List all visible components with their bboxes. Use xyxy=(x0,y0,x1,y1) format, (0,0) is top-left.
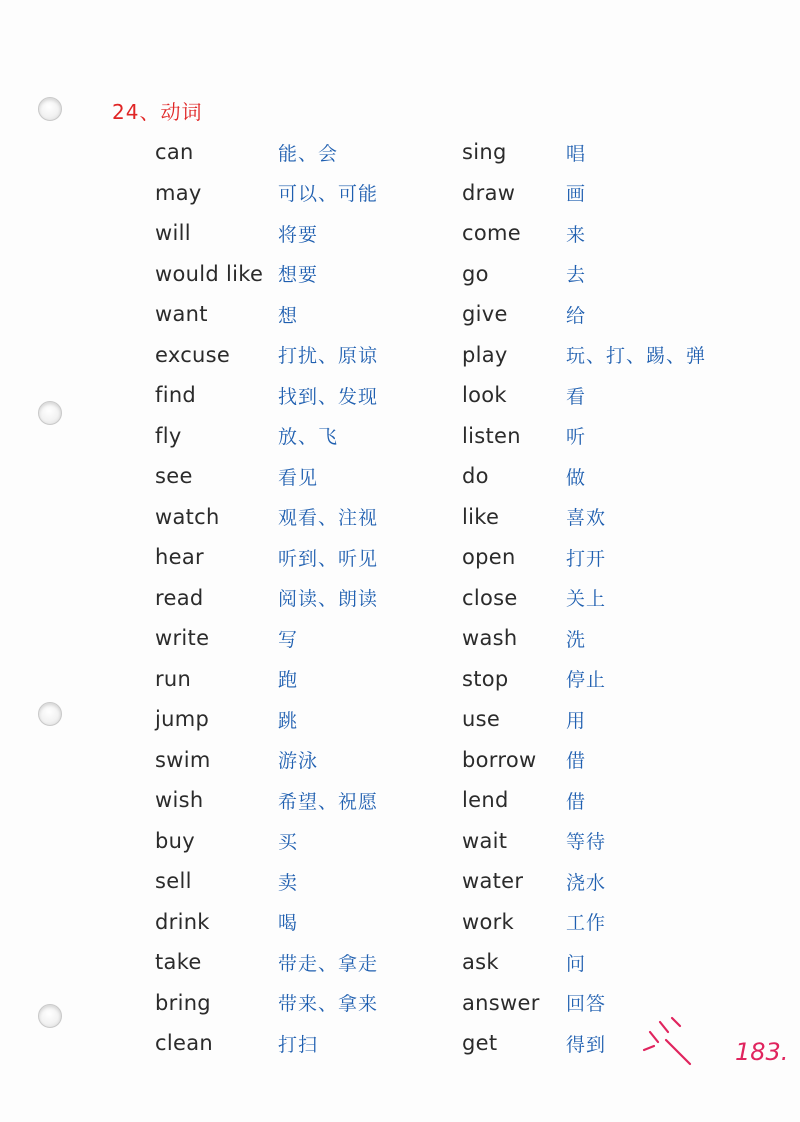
english-word: will xyxy=(155,221,191,246)
vocab-row xyxy=(462,699,706,740)
chinese-meaning: 阅读、朗读 xyxy=(278,588,379,611)
binder-hole-icon xyxy=(38,1004,62,1028)
chinese-meaning: 跳 xyxy=(278,709,299,732)
chinese-meaning: 带走、拿走 xyxy=(278,952,379,975)
chinese-meaning: 想要 xyxy=(278,264,319,287)
chinese-meaning: 听 xyxy=(566,426,587,449)
vocab-row xyxy=(462,740,706,781)
chinese-meaning: 做 xyxy=(566,466,587,489)
english-word: clean xyxy=(155,1031,213,1056)
english-word: get xyxy=(462,1031,498,1056)
vocab-row xyxy=(155,942,378,983)
chinese-meaning: 买 xyxy=(278,831,299,854)
vocab-row xyxy=(462,213,706,254)
chinese-meaning: 喜欢 xyxy=(566,507,607,530)
english-word: ask xyxy=(462,950,499,975)
english-word: hear xyxy=(155,545,204,570)
chinese-meaning: 打扫 xyxy=(278,1033,319,1056)
chinese-meaning: 看见 xyxy=(278,466,319,489)
chinese-meaning: 找到、发现 xyxy=(278,385,379,408)
chinese-meaning: 跑 xyxy=(278,669,299,692)
english-word: wish xyxy=(155,788,204,813)
english-word: excuse xyxy=(155,342,231,367)
chinese-meaning: 洗 xyxy=(566,628,587,651)
vocab-row xyxy=(155,699,378,740)
binder-hole-icon xyxy=(38,702,62,726)
english-word: wait xyxy=(462,828,508,853)
chinese-meaning: 喝 xyxy=(278,912,299,935)
english-word: play xyxy=(462,342,508,367)
english-word: find xyxy=(155,383,197,408)
chinese-meaning: 放、飞 xyxy=(278,426,339,449)
english-word: water xyxy=(462,869,524,894)
chinese-meaning: 卖 xyxy=(278,871,299,894)
vocab-row xyxy=(155,821,378,862)
chinese-meaning: 写 xyxy=(278,628,299,651)
english-word: borrow xyxy=(462,747,537,772)
english-word: close xyxy=(462,585,518,610)
chinese-meaning: 画 xyxy=(566,183,587,206)
chinese-meaning: 来 xyxy=(566,223,587,246)
chinese-meaning: 打开 xyxy=(566,547,607,570)
chinese-meaning: 听到、听见 xyxy=(278,547,379,570)
chinese-meaning: 等待 xyxy=(566,831,607,854)
vocab-row xyxy=(462,902,706,943)
chinese-meaning: 得到 xyxy=(566,1033,607,1056)
english-word: like xyxy=(462,504,500,529)
vocab-row xyxy=(155,861,378,902)
chinese-meaning: 带来、拿来 xyxy=(278,993,379,1016)
english-word: look xyxy=(462,383,507,408)
chinese-meaning: 游泳 xyxy=(278,750,319,773)
vocab-row xyxy=(155,132,378,173)
english-word: listen xyxy=(462,423,521,448)
vocab-row xyxy=(462,821,706,862)
vocab-row xyxy=(155,780,378,821)
vocab-row xyxy=(155,294,378,335)
english-word: do xyxy=(462,464,489,489)
left-vocab-column xyxy=(155,132,378,1064)
chinese-meaning: 问 xyxy=(566,952,587,975)
english-word: read xyxy=(155,585,204,610)
vocab-row xyxy=(462,254,706,295)
section-title: 24、动词 xyxy=(112,100,203,124)
vocab-row xyxy=(462,456,706,497)
english-word: answer xyxy=(462,990,540,1015)
vocab-row xyxy=(155,254,378,295)
chinese-meaning: 希望、祝愿 xyxy=(278,790,379,813)
english-word: go xyxy=(462,261,489,286)
vocab-row xyxy=(462,861,706,902)
chinese-meaning: 去 xyxy=(566,264,587,287)
vocab-row xyxy=(155,1023,378,1064)
english-word: drink xyxy=(155,909,210,934)
english-word: watch xyxy=(155,504,220,529)
english-word: bring xyxy=(155,990,211,1015)
english-word: buy xyxy=(155,828,195,853)
vocab-row xyxy=(155,902,378,943)
chinese-meaning: 借 xyxy=(566,750,587,773)
vocab-row xyxy=(155,740,378,781)
english-word: give xyxy=(462,302,508,327)
chinese-meaning: 给 xyxy=(566,304,587,327)
binder-hole-icon xyxy=(38,401,62,425)
english-word: see xyxy=(155,464,193,489)
vocab-row xyxy=(155,537,378,578)
english-word: jump xyxy=(155,707,210,732)
vocab-row xyxy=(155,983,378,1024)
english-word: would like xyxy=(155,261,264,286)
english-word: come xyxy=(462,221,521,246)
vocab-row xyxy=(155,618,378,659)
chinese-meaning: 工作 xyxy=(566,912,607,935)
chinese-meaning: 浇水 xyxy=(566,871,607,894)
english-word: fly xyxy=(155,423,182,448)
chinese-meaning: 可以、可能 xyxy=(278,183,379,206)
vocab-row xyxy=(462,335,706,376)
english-word: draw xyxy=(462,180,516,205)
vocab-row xyxy=(462,780,706,821)
chinese-meaning: 看 xyxy=(566,385,587,408)
vocab-row xyxy=(462,942,706,983)
vocab-row xyxy=(155,659,378,700)
english-word: write xyxy=(155,626,210,651)
chinese-meaning: 停止 xyxy=(566,669,607,692)
chinese-meaning: 观看、注视 xyxy=(278,507,379,530)
english-word: stop xyxy=(462,666,509,691)
english-word: run xyxy=(155,666,192,691)
vocab-row xyxy=(462,132,706,173)
binder-hole-icon xyxy=(38,97,62,121)
vocab-row xyxy=(462,416,706,457)
vocab-row xyxy=(155,213,378,254)
english-word: lend xyxy=(462,788,509,813)
chinese-meaning: 关上 xyxy=(566,588,607,611)
english-word: sell xyxy=(155,869,192,894)
vocab-row xyxy=(462,537,706,578)
vocab-row xyxy=(155,497,378,538)
english-word: work xyxy=(462,909,515,934)
chinese-meaning: 用 xyxy=(566,709,587,732)
vocab-row xyxy=(462,294,706,335)
vocab-row xyxy=(155,456,378,497)
chinese-meaning: 将要 xyxy=(278,223,319,246)
english-word: want xyxy=(155,302,208,327)
english-word: can xyxy=(155,140,194,165)
vocab-row xyxy=(462,173,706,214)
english-word: sing xyxy=(462,140,507,165)
chinese-meaning: 能、会 xyxy=(278,142,339,165)
english-word: swim xyxy=(155,747,211,772)
vocab-row xyxy=(462,578,706,619)
vocab-row xyxy=(155,335,378,376)
vocab-row xyxy=(462,618,706,659)
vocab-row xyxy=(462,497,706,538)
vocab-row xyxy=(155,578,378,619)
vocab-row xyxy=(155,173,378,214)
english-word: may xyxy=(155,180,202,205)
english-word: wash xyxy=(462,626,518,651)
page-number: 183. xyxy=(735,1038,789,1066)
vocab-row xyxy=(155,375,378,416)
chinese-meaning: 借 xyxy=(566,790,587,813)
chinese-meaning: 唱 xyxy=(566,142,587,165)
vocab-row xyxy=(462,375,706,416)
english-word: open xyxy=(462,545,516,570)
chinese-meaning: 玩、打、踢、弹 xyxy=(566,345,707,368)
right-vocab-column xyxy=(462,132,706,1064)
vocab-row xyxy=(462,659,706,700)
chinese-meaning: 打扰、原谅 xyxy=(278,345,379,368)
vocab-row xyxy=(155,416,378,457)
english-word: take xyxy=(155,950,202,975)
sparkle-doodle-icon xyxy=(638,1010,698,1070)
english-word: use xyxy=(462,707,501,732)
chinese-meaning: 回答 xyxy=(566,993,607,1016)
chinese-meaning: 想 xyxy=(278,304,299,327)
